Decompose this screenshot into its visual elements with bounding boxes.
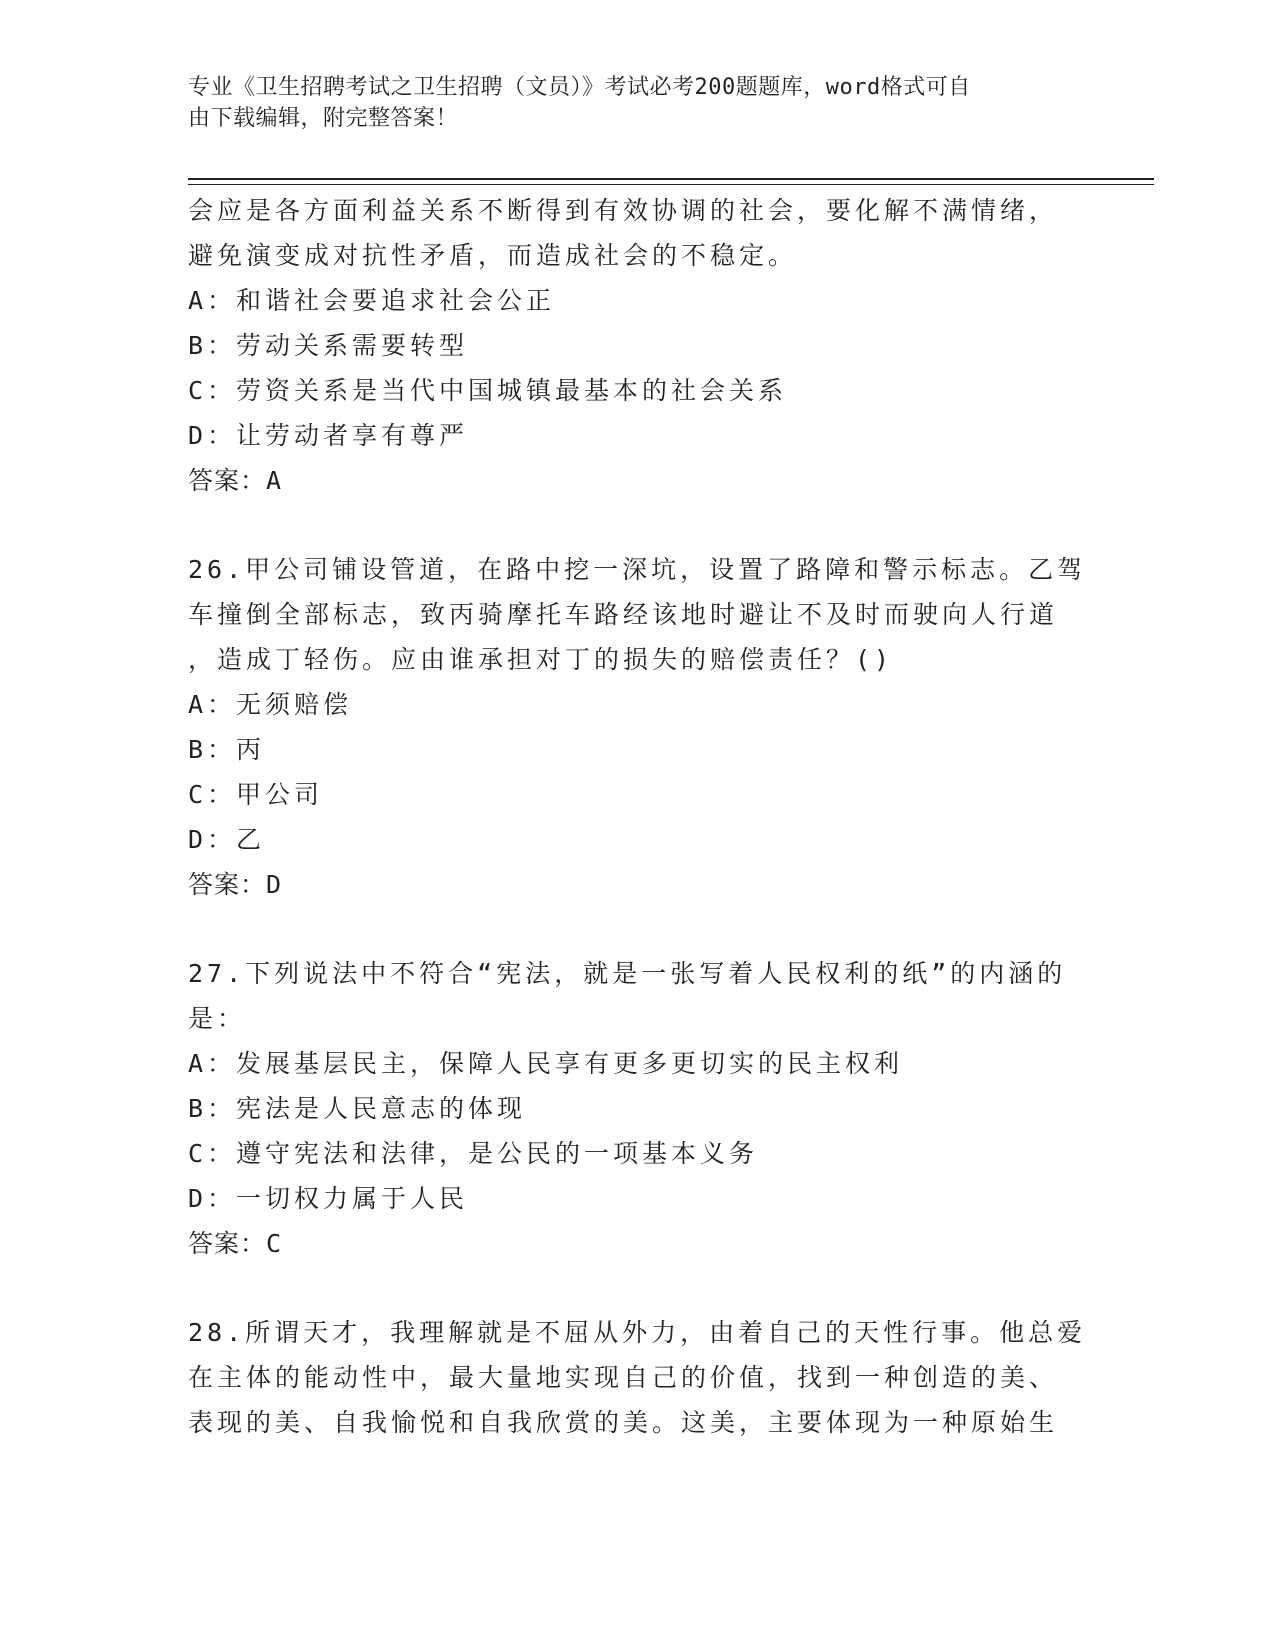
option-c: C：甲公司 <box>188 780 324 809</box>
question-stem-line: 是： <box>188 1004 247 1033</box>
question-27 <box>188 951 1088 1266</box>
question-spacer <box>188 503 1088 547</box>
option-d: D：让劳动者享有尊严 <box>188 421 469 450</box>
option-d: D：一切权力属于人民 <box>188 1184 469 1213</box>
option-b: B：劳动关系需要转型 <box>188 331 469 360</box>
option-a: A：和谐社会要追求社会公正 <box>188 286 556 315</box>
question-stem-line: 28.所谓天才，我理解就是不屈从外力，由着自己的天性行事。他总爱 <box>188 1318 1087 1347</box>
question-stem-line: 27.下列说法中不符合“宪法，就是一张写着人民权利的纸”的内涵的 <box>188 959 1067 988</box>
question-26 <box>188 547 1088 907</box>
option-c: C：劳资关系是当代中国城镇最基本的社会关系 <box>188 376 788 405</box>
answer-line: 答案：D <box>188 870 283 899</box>
question-stem-line: 在主体的能动性中，最大量地实现自己的价值，找到一种创造的美、 <box>188 1363 1059 1392</box>
answer-line: 答案：A <box>188 466 283 495</box>
document-body <box>188 188 1088 1445</box>
question-stem-line: 26.甲公司铺设管道，在路中挖一深坑，设置了路障和警示标志。乙驾 <box>188 555 1087 584</box>
header-rule-thick <box>188 178 1154 180</box>
option-d: D：乙 <box>188 825 266 854</box>
option-a: A：发展基层民主，保障人民享有更多更切实的民主权利 <box>188 1049 904 1078</box>
question-stem-line: 车撞倒全部标志，致丙骑摩托车路经该地时避让不及时而驶向人行道 <box>188 600 1059 629</box>
option-c: C：遵守宪法和法律，是公民的一项基本义务 <box>188 1139 759 1168</box>
header-line-1: 专业《卫生招聘考试之卫生招聘（文员）》考试必考200题题库，word格式可自 <box>188 75 971 100</box>
header-rule-thin <box>188 184 1154 185</box>
header-line-2: 由下载编辑，附完整答案！ <box>188 106 459 131</box>
option-b: B：宪法是人民意志的体现 <box>188 1094 527 1123</box>
question-stem-line: 避免演变成对抗性矛盾，而造成社会的不稳定。 <box>188 241 798 270</box>
question-stem-line: 会应是各方面利益关系不断得到有效协调的社会，要化解不满情绪， <box>188 196 1059 225</box>
question-25 <box>188 188 1088 503</box>
question-stem-line: ，造成丁轻伤。应由谁承担对丁的损失的赔偿责任？() <box>188 645 894 674</box>
answer-line: 答案：C <box>188 1229 283 1258</box>
question-stem-line: 表现的美、自我愉悦和自我欣赏的美。这美，主要体现为一种原始生 <box>188 1408 1059 1437</box>
question-28 <box>188 1310 1088 1445</box>
question-spacer <box>188 907 1088 951</box>
document-header <box>188 72 1078 134</box>
option-a: A：无须赔偿 <box>188 690 353 719</box>
question-spacer <box>188 1266 1088 1310</box>
option-b: B：丙 <box>188 735 266 764</box>
